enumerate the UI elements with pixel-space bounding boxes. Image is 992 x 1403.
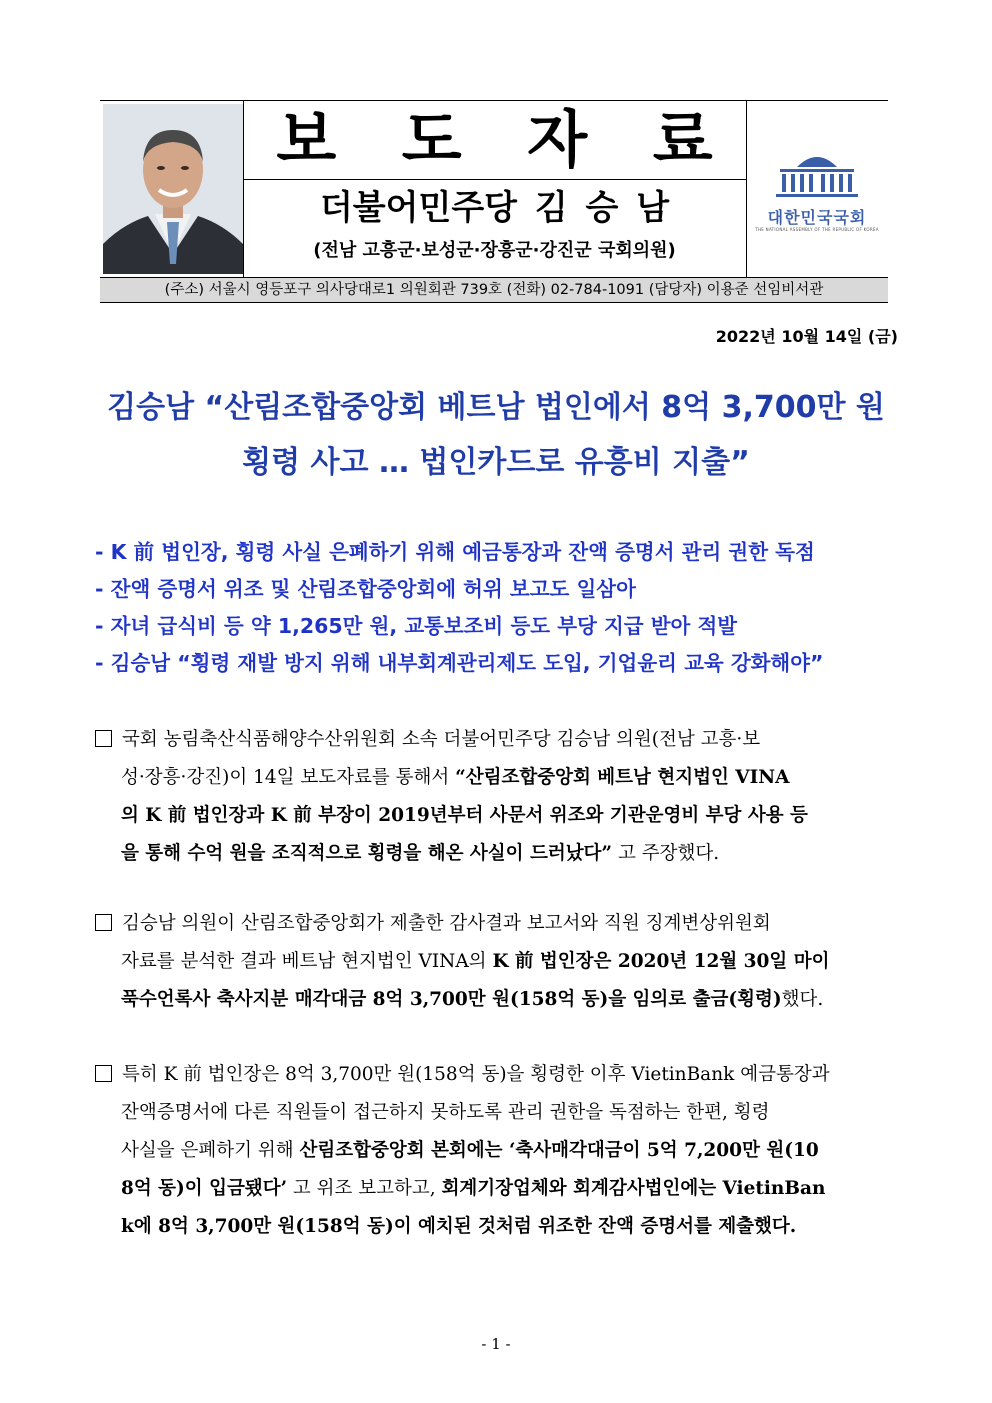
summary-bullet: - K 前 법인장, 횡령 사실 은폐하기 위해 예금통장과 잔액 증명서 관리 권한 독점	[95, 540, 815, 564]
paragraph-emphasis: 의 K 前 법인장과 K 前 부장이 2019년부터 사문서 위조와 기관운영비 부당 사용 등	[121, 805, 808, 826]
body-paragraph-3	[95, 1056, 900, 1246]
paragraph-text: 잔액증명서에 다른 직원들이 접근하지 못하도록 관리 권한을 독점하는 한편, 횡령	[121, 1102, 770, 1123]
assembly-building-icon	[770, 145, 864, 201]
checkbox-square-icon	[95, 1065, 112, 1082]
paragraph-text: 사실을 은폐하기 위해	[121, 1140, 300, 1161]
summary-bullet: - 자녀 급식비 등 약 1,265만 원, 교통보조비 등도 부당 지급 받아 적발	[95, 614, 738, 638]
paragraph-emphasis: 을 통해 수억 원을 조직적으로 횡령을 해온 사실이 드러났다”	[121, 843, 613, 864]
page-title: 보 도 자 료	[276, 103, 735, 176]
paragraph-text: 고 주장했다.	[612, 843, 720, 864]
summary-bullets	[95, 534, 915, 682]
paragraph-text: 특히 K 前 법인장은 8억 3,700만 원(158억 동)을 횡령한 이후 VietinBank 예금통장과	[122, 1064, 830, 1085]
district-label: (전남 고흥군·보성군·장흥군·강진군 국회의원)	[313, 240, 676, 261]
assembly-name: 대한민국국회	[767, 208, 867, 227]
paragraph-text: 했다.	[781, 989, 824, 1010]
headline-line-1: 김승남 “산림조합중앙회 베트남 법인에서 8억 3,700만 원	[107, 390, 885, 425]
paragraph-emphasis: 푹수언록사 축사지분 매각대금 8억 3,700만 원(158억 동)을 임의로 출금(횡령)	[121, 989, 782, 1010]
assembly-english-name: THE NATIONAL ASSEMBLY OF THE REPUBLIC OF KOREA	[755, 227, 879, 232]
paragraph-text: 고 위조 보고하고,	[287, 1178, 442, 1199]
national-assembly-logo	[746, 101, 888, 277]
contact-info-bar: (주소) 서울시 영등포구 의사당대로1 의원회관 739호 (전화) 02-784-1091 (담당자) 이용준 선임비서관	[100, 278, 888, 303]
checkbox-square-icon	[95, 730, 112, 747]
release-date: 2022년 10월 14일 (금)	[715, 327, 898, 346]
checkbox-square-icon	[95, 914, 112, 931]
lawmaker-photo	[103, 104, 243, 274]
summary-bullet: - 김승남 “횡령 재발 방지 위해 내부회계관리제도 도입, 기업윤리 교육 강화해야”	[95, 651, 824, 675]
paragraph-emphasis: “산림조합중앙회 베트남 현지법인 VINA	[455, 767, 790, 788]
body-paragraph-2	[95, 905, 900, 1019]
body-paragraph-1	[95, 721, 900, 873]
party-lawmaker-name: 더불어민주당 김 승 남	[319, 188, 670, 228]
headline-line-2: 횡령 사고 … 법인카드로 유흥비 지출”	[242, 445, 750, 480]
paragraph-emphasis: K 前 법인장은 2020년 12월 30일 마이	[492, 951, 830, 972]
summary-bullet: - 잔액 증명서 위조 및 산림조합중앙회에 허위 보고도 일삼아	[95, 577, 636, 601]
paragraph-text: 자료를 분석한 결과 베트남 현지법인 VINA의	[121, 951, 493, 972]
divider-line	[243, 179, 746, 180]
paragraph-emphasis: 8억 동)이 입금됐다’	[121, 1178, 288, 1199]
paragraph-emphasis: 회계기장업체와 회계감사법인에는 VietinBan	[441, 1178, 826, 1199]
paragraph-text: 김승남 의원이 산림조합중앙회가 제출한 감사결과 보고서와 직원 징계변상위원회	[122, 913, 771, 934]
paragraph-emphasis: k에 8억 3,700만 원(158억 동)이 예치된 것처럼 위조한 잔액 증명서를 제출했다.	[121, 1216, 797, 1237]
paragraph-emphasis: 산림조합중앙회 본회에는 ‘축사매각대금이 5억 7,200만 원(10	[299, 1140, 819, 1161]
page-number: - 1 -	[481, 1335, 511, 1353]
paragraph-text: 성·장흥·강진)이 14일 보도자료를 통해서	[121, 767, 456, 788]
press-release-header	[100, 100, 888, 278]
paragraph-text: 국회 농림축산식품해양수산위원회 소속 더불어민주당 김승남 의원(전남 고흥·보	[122, 729, 761, 750]
